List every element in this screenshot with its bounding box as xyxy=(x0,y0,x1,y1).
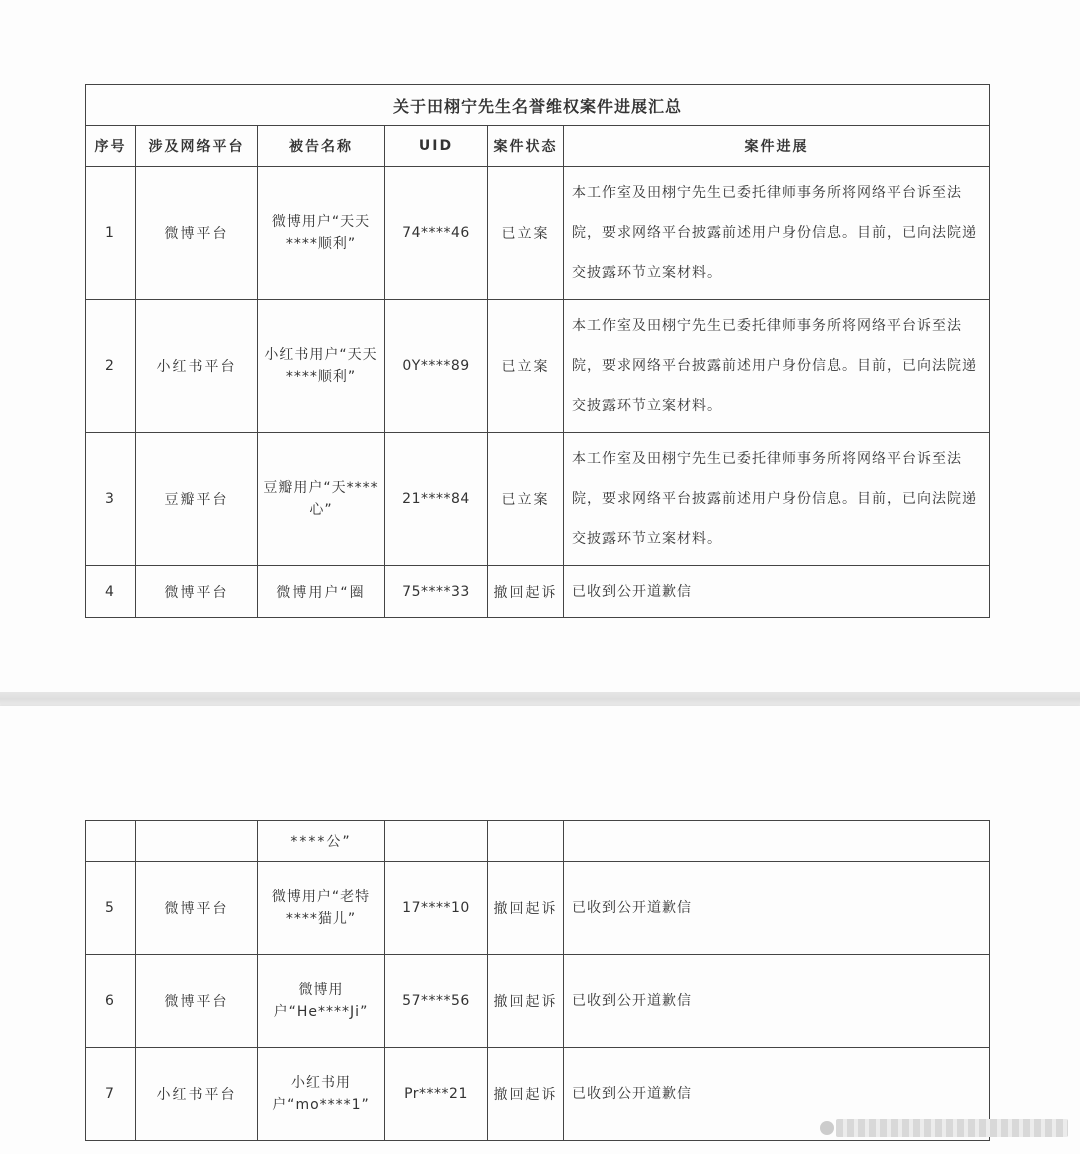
cell-no: 1 xyxy=(86,167,136,300)
table-row xyxy=(86,300,990,433)
watermark-bar xyxy=(836,1119,1068,1137)
cell-uid: 0Y****89 xyxy=(385,300,488,433)
cell-progress: 已收到公开道歉信 xyxy=(564,1048,990,1141)
cell-progress: 本工作室及田栩宁先生已委托律师事务所将网络平台诉至法院，要求网络平台披露前述用户身份信息。目前，已向法院递交披露环节立案材料。 xyxy=(564,433,990,566)
cell-status: 撤回起诉 xyxy=(488,955,564,1048)
cell-uid: 57****56 xyxy=(385,955,488,1048)
cell-progress: 已收到公开道歉信 xyxy=(564,862,990,955)
cell-platform: 微博平台 xyxy=(136,167,258,300)
cell-platform xyxy=(136,821,258,862)
table-row xyxy=(86,433,990,566)
cell-status: 撤回起诉 xyxy=(488,1048,564,1141)
cell-progress: 已收到公开道歉信 xyxy=(564,955,990,1048)
cell-platform: 豆瓣平台 xyxy=(136,433,258,566)
cell-no: 6 xyxy=(86,955,136,1048)
cell-platform: 微博平台 xyxy=(136,955,258,1048)
cell-no: 4 xyxy=(86,566,136,618)
cell-no: 2 xyxy=(86,300,136,433)
cell-status: 已立案 xyxy=(488,300,564,433)
cell-defendant: 微博用户“He****Ji” xyxy=(258,955,385,1048)
document-page-2 xyxy=(0,706,1080,1154)
cell-defendant: 微博用户“天天****顺利” xyxy=(258,167,385,300)
table-row xyxy=(86,955,990,1048)
watermark-dot-icon xyxy=(820,1121,834,1135)
cell-progress: 已收到公开道歉信 xyxy=(564,566,990,618)
cell-defendant: 豆瓣用户“天****心” xyxy=(258,433,385,566)
cell-progress: 本工作室及田栩宁先生已委托律师事务所将网络平台诉至法院，要求网络平台披露前述用户身份信息。目前，已向法院递交披露环节立案材料。 xyxy=(564,167,990,300)
table-row xyxy=(86,167,990,300)
cell-platform: 微博平台 xyxy=(136,862,258,955)
table-row-continuation xyxy=(86,821,990,862)
cell-progress xyxy=(564,821,990,862)
cell-uid: Pr****21 xyxy=(385,1048,488,1141)
cell-status: 已立案 xyxy=(488,433,564,566)
case-summary-table xyxy=(85,84,990,618)
cell-defendant: ****公” xyxy=(258,821,385,862)
cell-uid: 75****33 xyxy=(385,566,488,618)
table-row xyxy=(86,862,990,955)
header-defendant: 被告名称 xyxy=(258,126,385,167)
header-uid: UID xyxy=(385,126,488,167)
cell-platform: 小红书平台 xyxy=(136,300,258,433)
cell-platform: 微博平台 xyxy=(136,566,258,618)
page-separator xyxy=(0,692,1080,706)
table-title: 关于田栩宁先生名誉维权案件进展汇总 xyxy=(86,85,990,126)
cell-no: 7 xyxy=(86,1048,136,1141)
cell-uid xyxy=(385,821,488,862)
cell-status xyxy=(488,821,564,862)
cell-no xyxy=(86,821,136,862)
cell-progress: 本工作室及田栩宁先生已委托律师事务所将网络平台诉至法院，要求网络平台披露前述用户身份信息。目前，已向法院递交披露环节立案材料。 xyxy=(564,300,990,433)
cell-platform: 小红书平台 xyxy=(136,1048,258,1141)
cell-uid: 74****46 xyxy=(385,167,488,300)
cell-defendant: 小红书用户“天天****顺利” xyxy=(258,300,385,433)
cell-defendant: 微博用户“老特****猫儿” xyxy=(258,862,385,955)
cell-no: 3 xyxy=(86,433,136,566)
cell-defendant: 微博用户“圈 xyxy=(258,566,385,618)
cell-status: 撤回起诉 xyxy=(488,862,564,955)
header-status: 案件状态 xyxy=(488,126,564,167)
cell-status: 已立案 xyxy=(488,167,564,300)
cell-uid: 17****10 xyxy=(385,862,488,955)
cell-uid: 21****84 xyxy=(385,433,488,566)
header-platform: 涉及网络平台 xyxy=(136,126,258,167)
cell-defendant: 小红书用户“mo****1” xyxy=(258,1048,385,1141)
header-no: 序号 xyxy=(86,126,136,167)
header-progress: 案件进展 xyxy=(564,126,990,167)
weibo-watermark-icon xyxy=(820,1110,1068,1146)
header-row xyxy=(86,126,990,167)
table-row xyxy=(86,566,990,618)
case-summary-table-continued xyxy=(85,820,990,1141)
cell-no: 5 xyxy=(86,862,136,955)
cell-status: 撤回起诉 xyxy=(488,566,564,618)
